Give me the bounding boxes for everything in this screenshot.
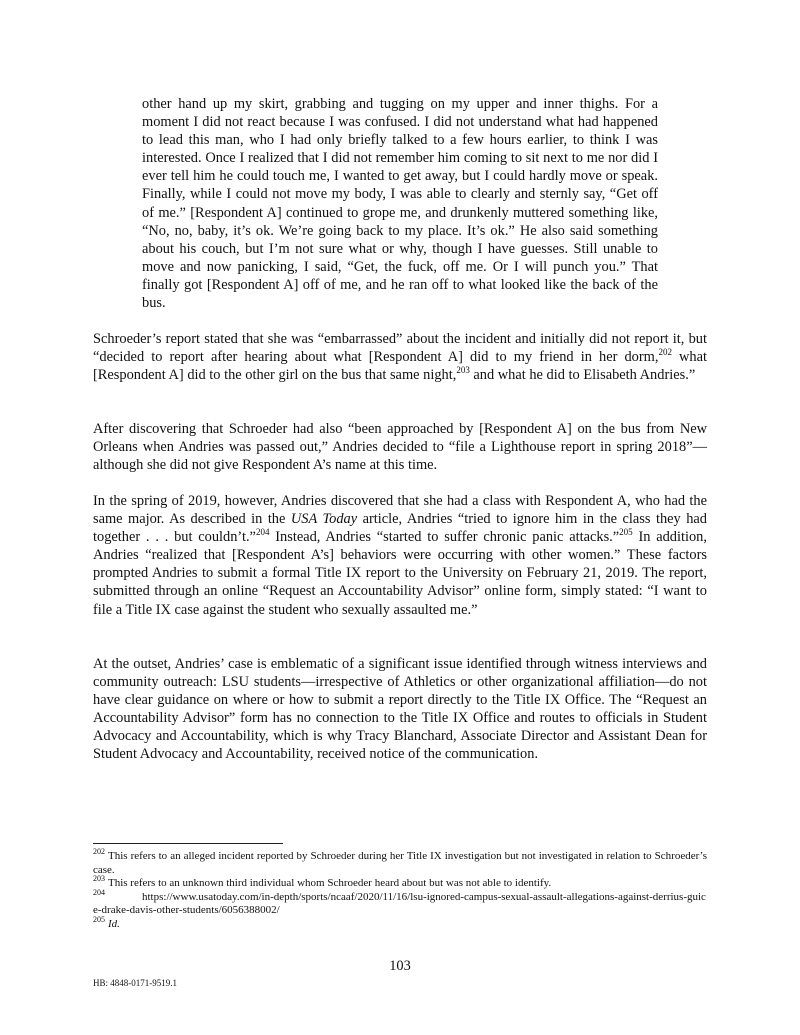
- para1-text-b: what [Respondent A] did to the other girl on the bus that same night,: [93, 349, 707, 384]
- paragraph-outset: At the outset, Andries’ case is emblematic of a significant issue identified through witness interviews and community outreach: LSU students—irrespective of Athletics or other organizational affiliation—do not have clear guidance on where or how to submit a report directly to the Title IX Office. The “Request an Accountability Advisor” form has no connection to the Title IX Office and routes to officials in Student Advocacy and Accountability, which is why Tracy Blanchard, Associate Director and Assistant Dean for Student Advocacy and Accountability, received notice of the communication.: [93, 656, 707, 763]
- para1-text-c: and what he did to Elisabeth Andries.”: [469, 367, 696, 384]
- para3-text-d: In addition, Andries “realized that [Respondent A’s] behaviors were occurring with other women.” These factors prompted Andries to submit a formal Title IX report to the University on February 21, 2019. The report, submitted through an online “Request an Accountability Advisor” online form, simply stated: “I want to file a Title IX case against the student who sexually assaulted me.”: [93, 529, 707, 618]
- footnote-number: 205: [93, 914, 105, 924]
- footnote-203: [93, 874, 707, 891]
- footnote-number: 204: [93, 887, 105, 897]
- footnote-ref-202[interactable]: 202: [658, 347, 672, 358]
- publication-title: USA Today: [290, 511, 358, 528]
- footnote-204: [93, 887, 707, 918]
- paragraph-lighthouse-report: After discovering that Schroeder had also “been approached by [Respondent A] on the bus from New Orleans when Andries was passed out,” Andries decided to “file a Lighthouse report in spring 2018”—although she did not give Respondent A’s name at this time.: [93, 421, 707, 474]
- footnote-text: This refers to an alleged incident reported by Schroeder during her Title IX investigation but not investigated in relation to Schroeder’s case.: [93, 850, 707, 876]
- footnote-number: 202: [93, 847, 105, 857]
- para1-text-a: Schroeder’s report stated that she was “embarrassed” about the incident and initially did not report it, but “decided to report after hearing about what [Respondent A] did to my friend in her dorm,: [93, 331, 707, 366]
- footnote-205: [93, 914, 707, 932]
- paragraph-spring-2019: [93, 492, 707, 619]
- para3-text-b: article, Andries “tried to ignore him in the class they had together . . . but couldn’t.”: [93, 511, 708, 546]
- footnote-ref-204[interactable]: 204: [255, 527, 270, 538]
- page-number: 103: [389, 958, 411, 974]
- paragraph-schroeder-report: [93, 330, 707, 384]
- footnote-url-link[interactable]: https://www.usatoday.com/in-depth/sports/ncaaf/2020/11/16/lsu-ignored-campus-sexual-assault-allegations-against-derrius-guice-drake-davis-other-students/6056388002/: [93, 890, 706, 916]
- footnote-202: [93, 847, 707, 877]
- document-id: HB: 4848-0171-9519.1: [93, 978, 177, 988]
- block-quote: other hand up my skirt, grabbing and tugging on my upper and inner thighs. For a moment I did not react because I was confused. I did not understand what had happened to lead this man, who I had only briefly talked to a few hours earlier, to think I was interested. Once I realized that I did not remember him coming to sit next to me nor did I ever tell him he could touch me, I wanted to get away, but I could hardly move or speak. Finally, while I could not move my body, I was able to clearly and sternly say, “Get off of me.” [Respondent A] continued to grope me, and drunkenly muttered something like, “No, no, baby, it’s ok. We’re going back to my place. It’s ok.” He also said something about his couch, but I’m not sure what or why, though I have guesses. Still unable to move and now panicking, I said, “Get, the fuck, off me. Or I will punch you.” That finally got [Respondent A] off of me, and he ran off to what looked like the back of the bus.: [142, 96, 658, 312]
- para3-text-a: In the spring of 2019, however, Andries discovered that she had a class with Respondent A, who had the same major. As described in the: [93, 493, 707, 528]
- footnote-ref-203[interactable]: 203: [456, 365, 470, 376]
- footnote-ref-205[interactable]: 205: [619, 527, 633, 538]
- footnotes: [93, 847, 707, 931]
- footnote-number: 203: [93, 874, 105, 884]
- footnote-text: Id.: [108, 917, 120, 930]
- footnote-text: This refers to an unknown third individual whom Schroeder heard about but was not able to identify.: [108, 877, 552, 889]
- para3-text-c: Instead, Andries “started to suffer chronic panic attacks.”: [269, 529, 620, 546]
- footnote-separator: [93, 843, 283, 844]
